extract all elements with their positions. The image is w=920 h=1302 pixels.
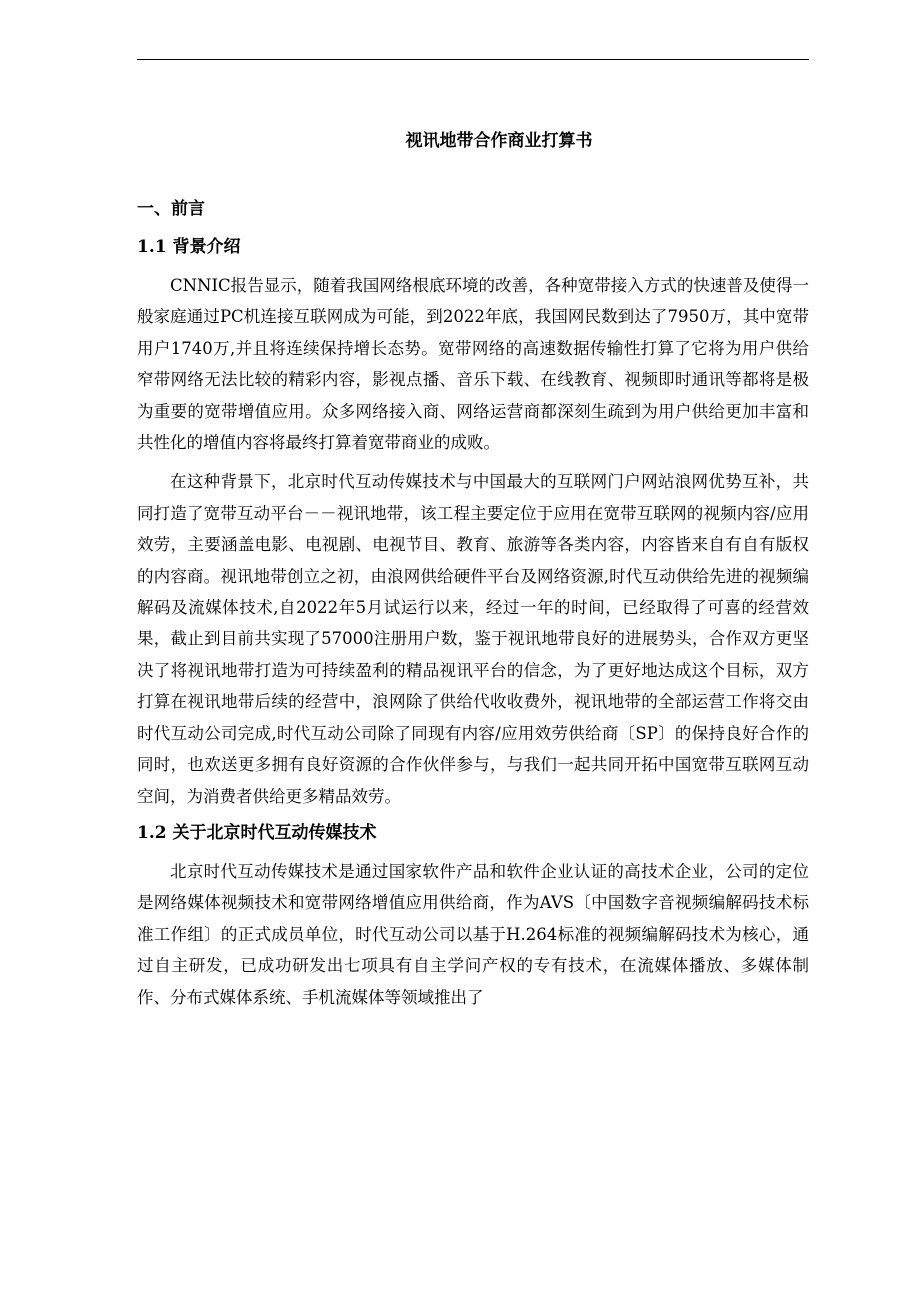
paragraph-background-2: 在这种背景下，北京时代互动传媒技术与中国最大的互联网门户网站浪网优势互补，共同打造了宽带互动平台－－视讯地带，该工程主要定位于应用在宽带互联网的视频内容/应用效劳，主要涵盖电影、电视剧、电视节目、教育、旅游等各类内容，内容皆来自有自有版权的内容商。视讯地带创立之初，由浪网供给硬件平台及网络资源,时代互动供给先进的视频编解码及流媒体技术,自2022年5月试运行以来，经过一年的时间，已经取得了可喜的经营效果，截止到目前共实现了57000注册用户数，鉴于视讯地带良好的进展势头，合作双方更坚决了将视讯地带打造为可持续盈利的精品视讯平台的信念，为了更好地达成这个目标，双方打算在视讯地带后续的经营中，浪网除了供给代收收费外，视讯地带的全部运营工作将交由时代互动公司完成,时代互动公司除了同现有内容/应用效劳供给商〔SP〕的保持良好合作的同时，也欢送更多拥有良好资源的合作伙伴参与，与我们一起共同开拓中国宽带互联网互动空间，为消费者供给更多精品效劳。: [137, 472, 809, 806]
paragraph-company-1: 北京时代互动传媒技术是通过国家软件产品和软件企业认证的高技术企业，公司的定位是网络媒体视频技术和宽带网络增值应用供给商，作为AVS〔中国数字音视频编解码技术标准工作组〕的正式成员单位，时代互动公司以基于H.264标准的视频编解码技术为核心，通过自主研发，已成功研发出七项具有自主学问产权的专有技术，在流媒体播放、多媒体制作、分布式媒体系统、手机流媒体等领域推出了: [137, 861, 809, 1007]
section-heading-company: 1.2 关于北京时代互动传媒技术: [137, 822, 377, 843]
section-heading-background: 1.1 背景介绍: [137, 237, 241, 257]
paragraph-background-1: CNNIC报告显示，随着我国网络根底环境的改善，各种宽带接入方式的快速普及使得一般家庭通过PC机连接互联网成为可能，到2022年底，我国网民数到达了7950万，其中宽带用户1740万,并且将连续保持增长态势。宽带网络的高速数据传输性打算了它将为用户供给窄带网络无法比较的精彩内容，影视点播、音乐下载、在线教育、视频即时通讯等都将是极为重要的宽带增值应用。众多网络接入商、网络运营商都深刻生疏到为用户供给更加丰富和共性化的增值内容将最终打算着宽带商业的成败。: [137, 276, 809, 453]
document-title: 视讯地带合作商业打算书: [405, 131, 593, 151]
header-rule: [137, 59, 809, 60]
section-heading-preface: 一、前言: [137, 199, 205, 219]
document-page: [137, 128, 809, 1021]
